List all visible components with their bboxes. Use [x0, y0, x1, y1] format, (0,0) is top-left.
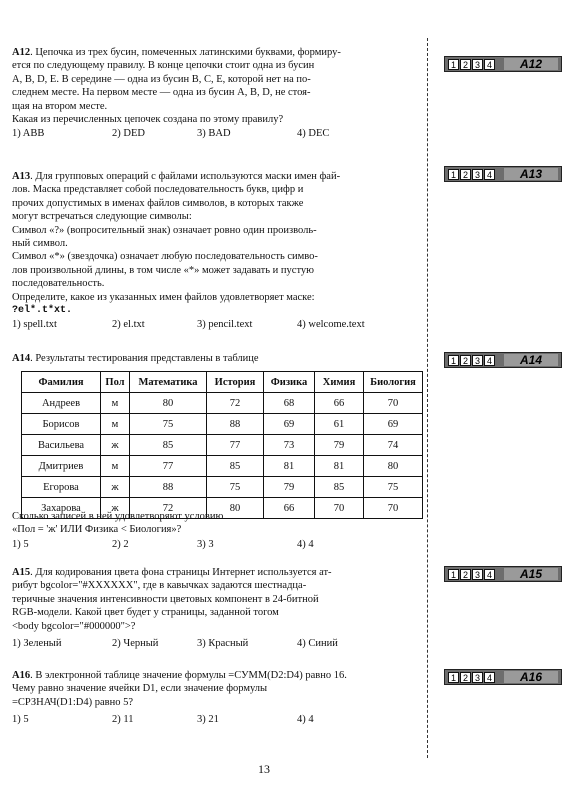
answer-cell-2[interactable]: 2: [460, 569, 471, 580]
column-header: История: [207, 372, 264, 393]
answer-cell-4[interactable]: 4: [484, 355, 495, 366]
option-2[interactable]: 2) 2: [112, 538, 129, 550]
option-1[interactable]: 1) ABB: [12, 128, 45, 140]
column-header: Пол: [101, 372, 130, 393]
question-a14: A14. Результаты тестирования представлены в таблице: [12, 353, 259, 364]
answer-box-label: A14: [504, 354, 558, 366]
option-1[interactable]: 1) 5: [12, 538, 29, 550]
option-1[interactable]: 1) Зеленый: [12, 638, 62, 650]
answer-cell-3[interactable]: 3: [472, 569, 483, 580]
answer-options: [12, 127, 418, 140]
column-header: Фамилия: [22, 372, 101, 393]
answer-cell-4[interactable]: 4: [484, 169, 495, 180]
table-row: Борисов м 75 88 69 61 69: [22, 414, 423, 435]
margin-divider: [427, 38, 428, 758]
answer-box-label: A16: [504, 671, 558, 683]
answer-box-a12: [444, 56, 562, 72]
answer-cell-1[interactable]: 1: [448, 569, 459, 580]
answer-box-label: A15: [504, 568, 558, 580]
question-number: A13: [12, 171, 31, 182]
table-row: Дмитриев м 77 85 81 81 80: [22, 456, 423, 477]
option-3[interactable]: 3) BAD: [197, 128, 231, 140]
column-header: Биология: [364, 372, 423, 393]
option-4[interactable]: 4) welcome.text: [297, 319, 365, 331]
option-4[interactable]: 4) DEC: [297, 128, 330, 140]
answer-cell-3[interactable]: 3: [472, 672, 483, 683]
answer-options: [12, 637, 418, 650]
option-4[interactable]: 4) Синий: [297, 638, 338, 650]
answer-cell-2[interactable]: 2: [460, 672, 471, 683]
answer-cell-3[interactable]: 3: [472, 169, 483, 180]
answer-cell-2[interactable]: 2: [460, 169, 471, 180]
answer-options: [12, 538, 418, 551]
page-number: 13: [258, 762, 270, 776]
answer-box-label: A12: [504, 58, 558, 70]
answer-cell-1[interactable]: 1: [448, 672, 459, 683]
column-header: Математика: [130, 372, 207, 393]
option-1[interactable]: 1) 5: [12, 714, 29, 726]
column-header: Физика: [264, 372, 315, 393]
option-2[interactable]: 2) el.txt: [112, 319, 145, 331]
answer-cell-1[interactable]: 1: [448, 169, 459, 180]
answer-box-label: A13: [504, 168, 558, 180]
answer-box-a13: [444, 166, 562, 182]
answer-cell-2[interactable]: 2: [460, 59, 471, 70]
table-row: Васильева ж 85 77 73 79 74: [22, 435, 423, 456]
answer-cell-4[interactable]: 4: [484, 569, 495, 580]
question-number: A14: [12, 353, 31, 364]
test-results-table: [21, 371, 423, 519]
file-mask: ?el*.t*xt.: [12, 305, 73, 317]
answer-box-a16: [444, 669, 562, 685]
option-2[interactable]: 2) Черный: [112, 638, 159, 650]
answer-options: [12, 318, 418, 331]
question-number: A15: [12, 567, 31, 578]
answer-cell-4[interactable]: 4: [484, 59, 495, 70]
question-a15: A15. Для кодирования цвета фона страницы Интернет используется ат- рибут bgcolor="#XXXXXX", где в кавычках задаются шестнадца- теричные значения интенсивности цветовых компонент в 24-битной RGB-модели. Какой цвет будет у страницы, заданной тогом <body bgcolor="#000000">? 1) Зеленый 2) Черный 3) Красный 4) Синий: [12, 566, 418, 650]
answer-box-a15: [444, 566, 562, 582]
answer-options: [12, 713, 418, 726]
option-3[interactable]: 3) 3: [197, 538, 214, 550]
answer-cell-2[interactable]: 2: [460, 355, 471, 366]
option-2[interactable]: 2) 11: [112, 714, 134, 726]
question-a14-condition: Сколько записей в ней удовлетворяют условию «Пол = 'ж' ИЛИ Физика < Биология»? 1) 5 2) 2 3) 3 4) 4: [12, 510, 418, 551]
option-2[interactable]: 2) DED: [112, 128, 145, 140]
question-a16: A16. В электронной таблице значение формулы =СУММ(D2:D4) равно 16. Чему равно значение ячейки D1, если значение формулы =СРЗНАЧ(D1:D4) равно 5? 1) 5 2) 11 3) 21 4) 4: [12, 669, 418, 727]
answer-cell-1[interactable]: 1: [448, 355, 459, 366]
answer-cell-3[interactable]: 3: [472, 355, 483, 366]
option-3[interactable]: 3) Красный: [197, 638, 249, 650]
table-row: Егорова ж 88 75 79 85 75: [22, 477, 423, 498]
question-number: A12: [12, 47, 31, 58]
table-row: Захарова ж 72 80 66 70 70: [22, 498, 423, 519]
option-4[interactable]: 4) 4: [297, 714, 314, 726]
answer-cell-1[interactable]: 1: [448, 59, 459, 70]
answer-cell-3[interactable]: 3: [472, 59, 483, 70]
column-header: Химия: [315, 372, 364, 393]
option-3[interactable]: 3) pencil.text: [197, 319, 253, 331]
table-header-row: [22, 372, 423, 393]
table-row: Андреев м 80 72 68 66 70: [22, 393, 423, 414]
answer-cell-4[interactable]: 4: [484, 672, 495, 683]
option-1[interactable]: 1) spell.txt: [12, 319, 57, 331]
question-number: A16: [12, 670, 31, 681]
option-3[interactable]: 3) 21: [197, 714, 219, 726]
option-4[interactable]: 4) 4: [297, 538, 314, 550]
question-a13: A13. Для групповых операций с файлами используются маски имен фай- лов. Маска представляет собой последовательность букв, цифр и прочих допустимых в именах файлов символов, в которых также могут встречаться следующие символы: Символ «?» (вопросительный знак) означает ровно один произволь- ный символ. Символ «*» (звездочка) означает любую последовательность симво- лов произвольной длины, в том числе «*» может задавать и пустую последовательность. Определите, какое из указанных имен файлов удовлетворяет маске: ?el*.t*xt. 1) spell.txt 2) el.txt 3) pencil.text 4) welcome.text: [12, 170, 418, 332]
answer-box-a14: [444, 352, 562, 368]
question-a12: A12. Цепочка из трех бусин, помеченных латинскими буквами, формиру- ется по следующему правилу. В конце цепочки стоит одна из бусин A, B, D, E. В середине — одна из бусин B, C, E, которой нет на по- следнем месте. На первом месте — одна из бусин A, B, D, не стоя- щая на втором месте. Какая из перечисленных цепочек создана по этому правилу? 1) ABB 2) DED 3) BAD 4) DEC: [12, 46, 418, 141]
